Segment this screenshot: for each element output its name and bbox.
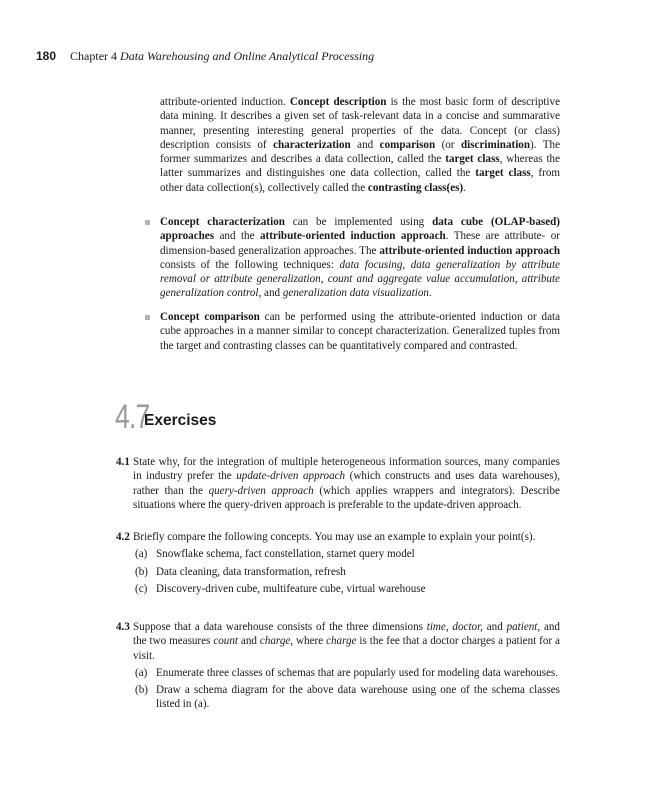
page-number: 180 [36,49,57,63]
exercise-subitem: (b) Data cleaning, data transformation, refresh [135,565,346,578]
exercise-text: Suppose that a data warehouse consists of the three dimensions time, doctor, and patient, and the two measures count and charge, where charge is the fee that a doctor charges a patient for a visit. [133,621,560,662]
chapter-label: Chapter 4 [70,49,118,63]
running-header [36,49,374,64]
exercise-4-3 [116,620,560,712]
exercise-subitem: (a) Snowflake schema, fact constellation, starnet query model [135,548,415,561]
exercise-4-2 [116,530,560,596]
exercise-subitem: (c) Discovery-driven cube, multifeature cube, virtual warehouse [135,582,426,595]
exercise-number: 4.2 [116,531,130,543]
exercise-subitem: (b) Draw a schema diagram for the above data warehouse using one of the schema classes listed in (a). [135,684,560,711]
bullet-concept-characterization: Concept characterization can be implemented using data cube (OLAP-based) approaches and the attribute-oriented induction approach. These are attribute- or dimension-based generalization approaches. The attribute-oriented induction approach consists of the following techniques: data focusing, data generalization by attribute removal or attribute generalization, count and aggregate value accumulation, attribute generalization control, and generalization data visualization. [160,215,560,301]
exercise-4-1 [116,455,560,512]
exercise-number: 4.3 [116,621,130,633]
exercise-number: 4.1 [116,456,130,468]
bullet-square-icon [145,315,150,320]
intro-paragraph: attribute-oriented induction. Concept description is the most basic form of descriptive data mining. It describes a given set of task-relevant data in a concise and summarative manner, presenting interesting general properties of the data. Concept (or class) description consists of characterization and comparison (or discrimination). The former summarizes and describes a data collection, called the target class, whereas the latter summarizes and distinguishes one data collection, called the target class, from other data collection(s), collectively called the contrasting class(es). [160,96,561,194]
bullet-square-icon [145,220,150,225]
exercise-subitem: (a) Enumerate three classes of schemas that are popularly used for modeling data warehouses. [135,666,559,679]
section-number: 4.7 [115,398,150,436]
section-title: Exercises [144,412,217,429]
bullet-concept-comparison: Concept comparison can be performed using the attribute-oriented induction or data cube approaches in a manner similar to concept characterization. Generalized tuples from the target and contrasting classes can be quantitatively compared and contrasted. [160,310,560,353]
exercise-text: Briefly compare the following concepts. You may use an example to explain your point(s). [133,531,536,543]
exercise-text: State why, for the integration of multiple heterogeneous information sources, many companies in industry prefer the update-driven approach (which constructs and uses data warehouses), rather than the query-driven approach (which applies wrappers and integrators). Describe situations where the query-driven approach is preferable to the update-driven approach. [133,456,560,511]
chapter-title: Data Warehousing and Online Analytical Processing [120,49,375,63]
